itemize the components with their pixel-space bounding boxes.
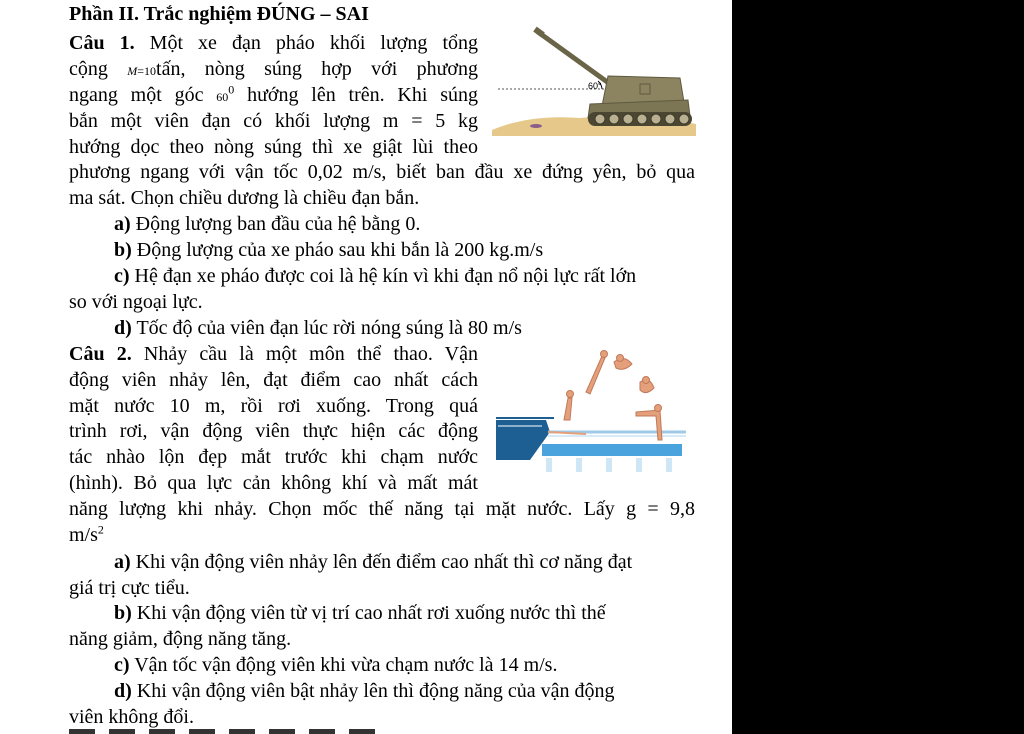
q2-line-1-text: Nhảy cầu là một môn thể thao. Vận [143, 343, 478, 365]
q2-unit-exponent: 2 [97, 522, 104, 537]
q1-line-7 [69, 185, 419, 211]
diver-3-head [617, 355, 624, 362]
mass-value: =10 [137, 64, 157, 78]
rock-icon [530, 124, 542, 128]
wheel-3 [623, 114, 633, 124]
q2-line-3-text: mặt nước 10 m, rồi rơi xuống. Trong quá [69, 395, 478, 417]
q2-line-3 [69, 393, 478, 419]
diving-figure [490, 348, 690, 476]
q1-option-c-cont [69, 289, 203, 315]
angle-value: 60 [216, 90, 229, 104]
q2-option-b-text-cont: năng giảm, động năng tăng. [69, 628, 292, 650]
wheel-5 [651, 114, 661, 124]
wheel-7 [679, 114, 689, 124]
diver-1-head [567, 391, 574, 398]
q1-option-c-text-cont: so với ngoại lực. [69, 291, 203, 313]
section-title-text: Phần II. Trắc nghiệm ĐÚNG – SAI [69, 3, 369, 25]
support-1 [546, 458, 552, 472]
q1-line-4-text: bắn một viên đạn có khối lượng m = 5 kg [69, 110, 478, 132]
tank-illustration [490, 26, 698, 138]
pool-water [542, 444, 682, 456]
q1-line-2a: cộng [69, 58, 108, 80]
q2-option-b-text: Khi vận động viên từ vị trí cao nhất rơi xuống nước thì thế [136, 602, 606, 624]
q1-line-7-text: ma sát. Chọn chiều dương là chiều đạn bắn. [69, 187, 420, 209]
angle-degree: 0 [228, 82, 235, 97]
diver-2 [586, 356, 605, 394]
q1-option-a [114, 211, 420, 237]
q2-option-b-cont [69, 626, 291, 652]
q1-line-3a: ngang một góc [69, 84, 204, 106]
q2-line-4-text: trình rơi, vận động viên thực hiện các động [69, 420, 478, 442]
q1-line-2 [69, 56, 478, 84]
q2-option-c-label: c) [114, 654, 130, 676]
q1-line-3 [69, 82, 478, 110]
q2-line-6 [69, 470, 478, 496]
q2-line-6-text: (hình). Bỏ qua lực cản không khí và mất mát [69, 472, 478, 494]
q2-option-d-text: Khi vận động viên bật nhảy lên thì động năng của vận động [136, 680, 615, 702]
mass-symbol: M [127, 64, 138, 78]
q2-option-a-label: a) [114, 551, 131, 573]
support-2 [576, 458, 582, 472]
q1-option-d-label: d) [114, 317, 132, 339]
q1-option-b [114, 237, 543, 263]
q2-line-7 [69, 496, 695, 522]
right-black-margin [732, 0, 1024, 734]
diver-5-head [655, 405, 662, 412]
q2-option-c-text: Vận tốc vận động viên khi vừa chạm nước là 14 m/s. [134, 654, 558, 676]
divers [564, 351, 662, 441]
q2-option-d-cont [69, 704, 194, 730]
q2-line-2-text: động viên nhảy lên, đạt điểm cao nhất cách [69, 369, 478, 391]
q2-unit: m/s [69, 524, 98, 546]
q1-line-5-text: hướng dọc theo nòng súng thì xe giật lùi theo [69, 136, 478, 158]
q1-line-1-text: Một xe đạn pháo khối lượng tổng [149, 32, 478, 54]
cut-off-next-line [69, 729, 389, 734]
wheel-6 [665, 114, 675, 124]
q2-option-a-text: Khi vận động viên nhảy lên đến điểm cao nhất thì cơ năng đạt [135, 551, 633, 573]
support-3 [606, 458, 612, 472]
cannon-barrel [538, 32, 610, 84]
q1-option-c-text: Hệ đạn xe pháo được coi là hệ kín vì khi đạn nổ nội lực rất lớn [134, 265, 637, 287]
q2-option-b [114, 600, 606, 626]
q2-option-b-label: b) [114, 602, 132, 624]
support-5 [666, 458, 672, 472]
wheel-2 [609, 114, 619, 124]
q1-line-2b: tấn, nòng súng hợp với phương [156, 58, 479, 80]
q2-line-7-text: năng lượng khi nhảy. Chọn mốc thế năng tại mặt nước. Lấy g = 9,8 [69, 498, 695, 520]
q1-option-c-label: c) [114, 265, 130, 287]
q1-line-1 [69, 30, 478, 56]
q1-option-a-text: Động lượng ban đầu của hệ bằng 0. [135, 213, 421, 235]
q2-option-a [114, 549, 632, 575]
diver-1 [564, 398, 572, 420]
q2-line-4 [69, 418, 478, 444]
q1-option-b-label: b) [114, 239, 132, 261]
section-title [69, 1, 369, 27]
q1-option-d [114, 315, 522, 341]
q2-line-5 [69, 444, 478, 470]
q1-line-5 [69, 134, 478, 160]
angle-label: 60° [588, 81, 602, 91]
q1-line-3b: hướng lên trên. Khi súng [247, 84, 479, 106]
wheel-4 [637, 114, 647, 124]
support-4 [636, 458, 642, 472]
diver-4-head [643, 377, 650, 384]
q2-line-5-text: tác nhào lộn đẹp mắt trước khi chạm nước [69, 446, 478, 468]
q2-line-2 [69, 367, 478, 393]
q2-line-8 [69, 522, 104, 548]
q1-line-6-text: phương ngang với vận tốc 0,02 m/s, biết ban đầu xe đứng yên, bỏ qua [69, 161, 695, 183]
q1-option-a-label: a) [114, 213, 131, 235]
diving-illustration [490, 348, 690, 476]
q2-line-1 [69, 341, 478, 367]
q1-label: Câu 1. [69, 32, 135, 54]
q1-line-4 [69, 108, 478, 134]
diver-2-head [601, 351, 608, 358]
q2-label: Câu 2. [69, 343, 132, 365]
q2-option-a-cont [69, 575, 190, 601]
q1-option-d-text: Tốc độ của viên đạn lúc rời nóng súng là 80 m/s [136, 317, 522, 339]
q1-option-c [114, 263, 636, 289]
q1-option-b-text: Động lượng của xe pháo sau khi bắn là 200 kg.m/s [136, 239, 544, 261]
wheel-1 [595, 114, 605, 124]
q2-option-d [114, 678, 614, 704]
q2-option-d-label: d) [114, 680, 132, 702]
q1-line-6 [69, 159, 695, 185]
q2-option-a-text-cont: giá trị cực tiểu. [69, 577, 190, 599]
q2-option-c [114, 652, 557, 678]
q2-option-d-text-cont: viên không đổi. [69, 706, 194, 728]
tank-figure [490, 26, 698, 138]
